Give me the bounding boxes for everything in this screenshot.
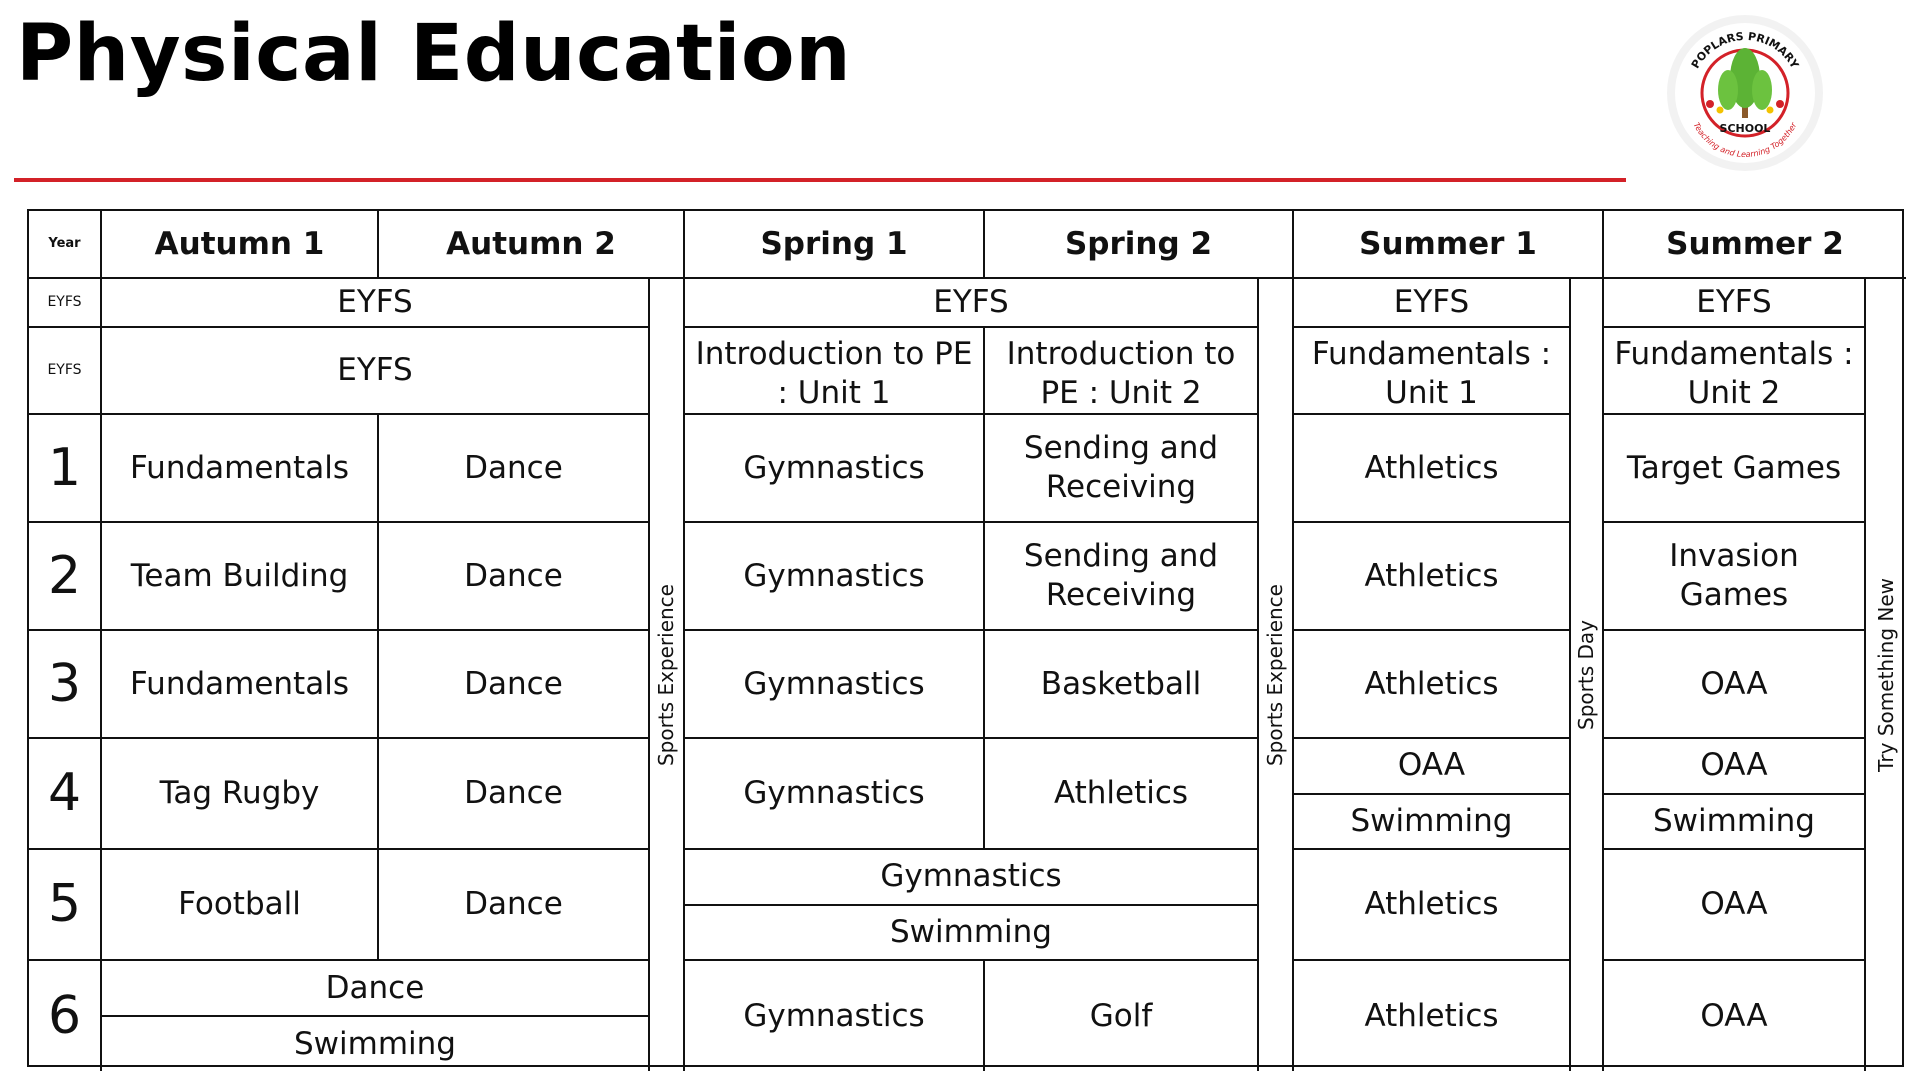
cell-y1-summer-1: Athletics	[1294, 415, 1571, 523]
school-logo	[1664, 12, 1826, 174]
row-label-eyfs-b: EYFS	[29, 328, 102, 415]
cell-eyfs-a-autumn: EYFS	[102, 279, 650, 328]
cell-y3-spring-1: Gymnastics	[685, 631, 985, 739]
cell-y5-spring: Gymnastics Swimming	[685, 850, 1259, 961]
cell-y2-spring-2: Sending and Receiving	[985, 523, 1259, 631]
cell-y4-autumn-1: Tag Rugby	[102, 739, 379, 850]
cell-y3-autumn-1: Fundamentals	[102, 631, 379, 739]
cell-eyfs-b-spring-2: Introduction to PE : Unit 2	[985, 328, 1259, 415]
logo-motto-text: Teaching and Learning Together	[1691, 121, 1799, 160]
title-underline	[14, 178, 1626, 182]
separator-spring-sports-experience: Sports Experience	[1259, 279, 1294, 1071]
cell-y3-autumn-2: Dance	[379, 631, 650, 739]
cell-y6-summer-1: Athletics	[1294, 961, 1571, 1071]
separator-autumn-sports-experience: Sports Experience	[650, 279, 685, 1071]
row-label-year-2: 2	[29, 523, 102, 631]
cell-y3-summer-2: OAA	[1604, 631, 1866, 739]
cell-y1-autumn-2: Dance	[379, 415, 650, 523]
cell-y1-autumn-1: Fundamentals	[102, 415, 379, 523]
row-label-year-4: 4	[29, 739, 102, 850]
pe-curriculum-table	[27, 209, 1904, 1067]
cell-y5-summer-2: OAA	[1604, 850, 1866, 961]
cell-y6-spring-1: Gymnastics	[685, 961, 985, 1071]
header-spring-1: Spring 1	[685, 211, 985, 279]
cell-y1-spring-1: Gymnastics	[685, 415, 985, 523]
cell-eyfs-a-summer-2: EYFS	[1604, 279, 1866, 328]
cell-y5-autumn-1: Football	[102, 850, 379, 961]
cell-y4-autumn-2: Dance	[379, 739, 650, 850]
row-label-year-6: 6	[29, 961, 102, 1071]
cell-y1-summer-2: Target Games	[1604, 415, 1866, 523]
header-autumn-1: Autumn 1	[102, 211, 379, 279]
header-year: Year	[29, 211, 102, 279]
cell-eyfs-b-autumn: EYFS	[102, 328, 650, 415]
cell-y1-spring-2: Sending and Receiving	[985, 415, 1259, 523]
row-label-year-3: 3	[29, 631, 102, 739]
cell-eyfs-b-spring-1: Introduction to PE : Unit 1	[685, 328, 985, 415]
cell-y2-autumn-1: Team Building	[102, 523, 379, 631]
header-summer-1: Summer 1	[1294, 211, 1604, 279]
logo-school-text: SCHOOL	[1719, 122, 1771, 135]
cell-y4-summer-1: OAA Swimming	[1294, 739, 1571, 850]
cell-eyfs-a-summer-1: EYFS	[1294, 279, 1571, 328]
page-title: Physical Education	[16, 9, 852, 99]
cell-y2-autumn-2: Dance	[379, 523, 650, 631]
cell-y3-spring-2: Basketball	[985, 631, 1259, 739]
header-spring-2: Spring 2	[985, 211, 1294, 279]
cell-eyfs-b-summer-1: Fundamentals : Unit 1	[1294, 328, 1571, 415]
separator-summer-sports-day: Sports Day	[1571, 279, 1604, 1071]
cell-y6-spring-2: Golf	[985, 961, 1259, 1071]
cell-y5-summer-1: Athletics	[1294, 850, 1571, 961]
logo-top-text: POPLARS PRIMARY	[1688, 29, 1802, 71]
cell-eyfs-b-summer-2: Fundamentals : Unit 2	[1604, 328, 1866, 415]
cell-y4-spring-2: Athletics	[985, 739, 1259, 850]
cell-y6-autumn: Dance Swimming	[102, 961, 650, 1071]
row-label-year-1: 1	[29, 415, 102, 523]
cell-y2-summer-2: Invasion Games	[1604, 523, 1866, 631]
cell-y2-summer-1: Athletics	[1294, 523, 1571, 631]
cell-y3-summer-1: Athletics	[1294, 631, 1571, 739]
cell-y4-spring-1: Gymnastics	[685, 739, 985, 850]
row-label-eyfs-a: EYFS	[29, 279, 102, 328]
cell-y6-summer-2: OAA	[1604, 961, 1866, 1071]
header-summer-2: Summer 2	[1604, 211, 1906, 279]
cell-y4-summer-2: OAA Swimming	[1604, 739, 1866, 850]
row-label-year-5: 5	[29, 850, 102, 961]
cell-eyfs-a-spring: EYFS	[685, 279, 1259, 328]
cell-y5-autumn-2: Dance	[379, 850, 650, 961]
header-autumn-2: Autumn 2	[379, 211, 685, 279]
separator-summer-try-something-new: Try Something New	[1873, 578, 1898, 772]
cell-y2-spring-1: Gymnastics	[685, 523, 985, 631]
